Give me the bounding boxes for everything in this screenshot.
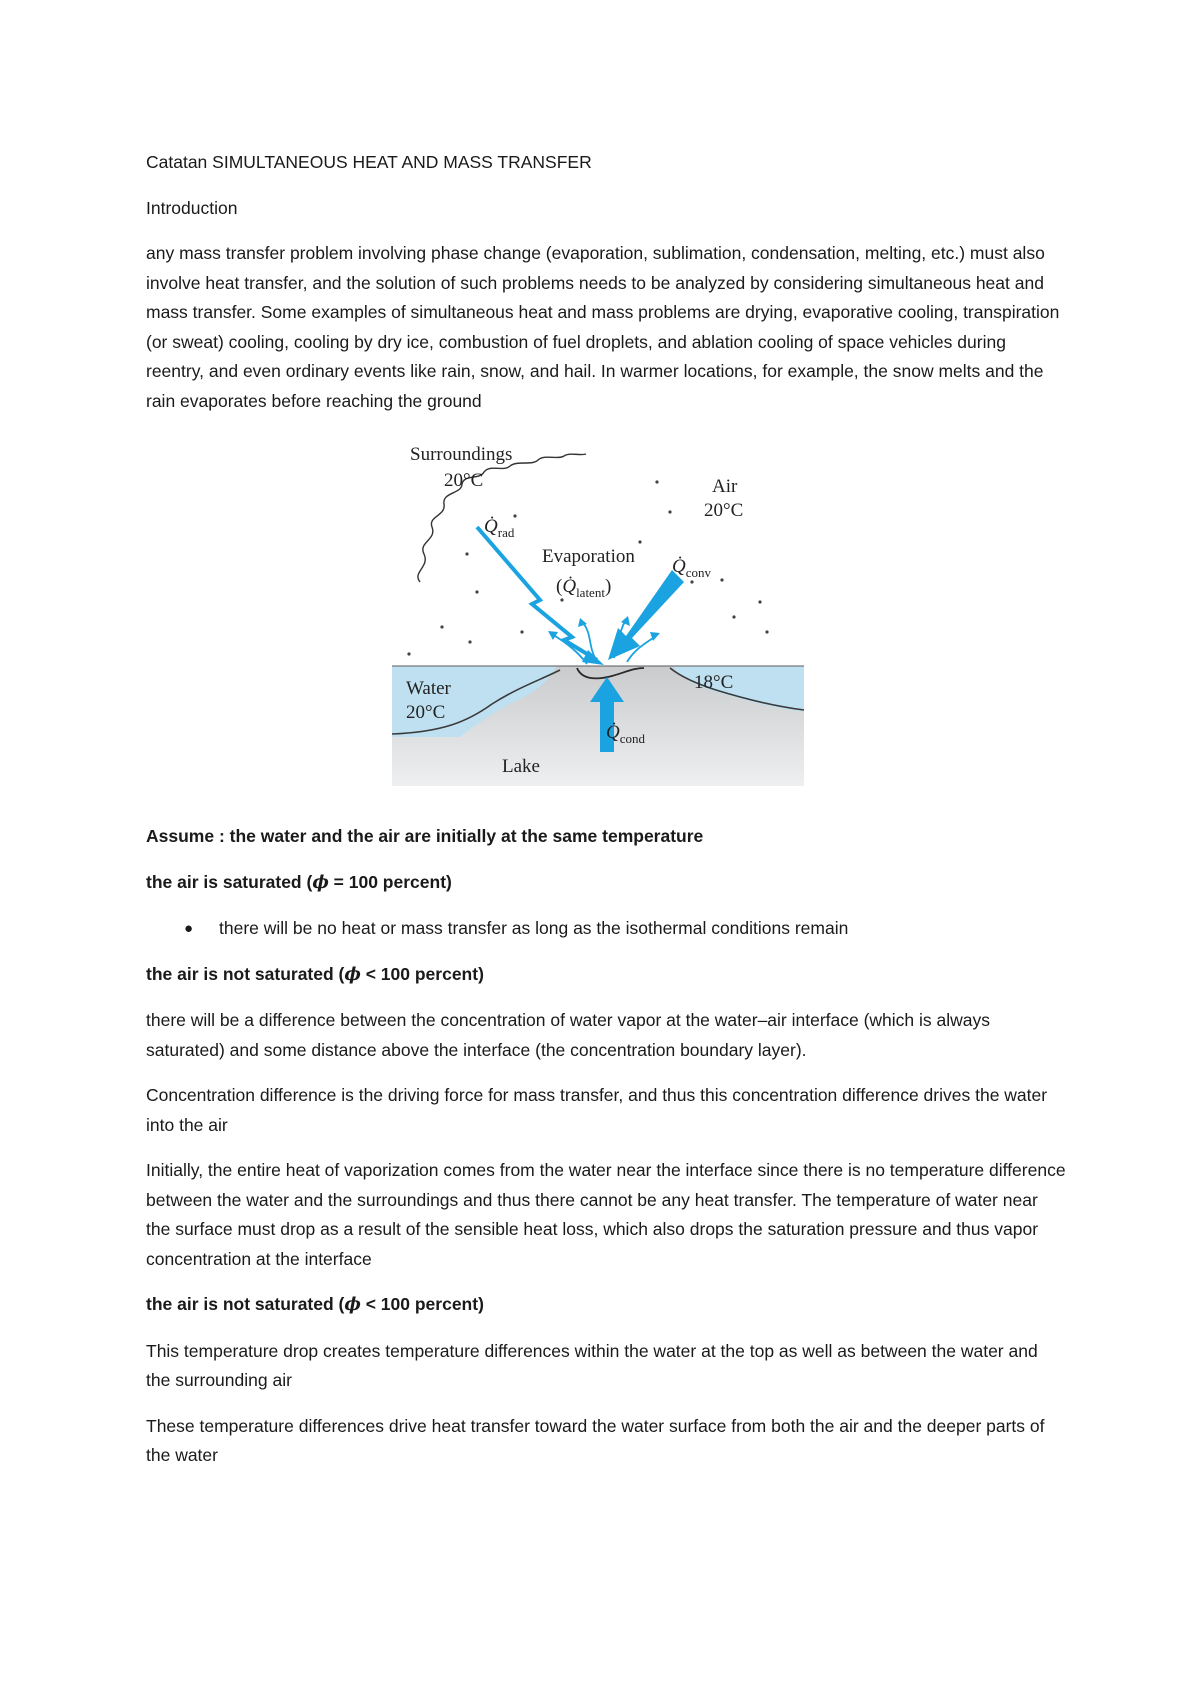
assume-heading: Assume : the water and the air are initially at the same temperature	[146, 826, 704, 846]
paragraph-driving-force: Concentration difference is the driving force for mass transfer, and thus this concentration difference drives the water into the air	[146, 1085, 1048, 1135]
document-body	[146, 148, 1066, 1487]
lake-label: Lake	[502, 756, 540, 777]
document-title: Catatan SIMULTANEOUS HEAT AND MASS TRANSFER	[146, 152, 592, 172]
water-temp: 20°C	[406, 702, 446, 723]
convection-arrow	[608, 570, 684, 660]
saturated-heading: the air is saturated (ϕ = 100 percent)	[146, 871, 452, 893]
bullet-marker: ●	[184, 920, 194, 937]
paragraph-concentration-interface: there will be a difference between the concentration of water vapor at the water–air interface (which is always saturated) and some distance above the interface (the concentration boundary layer).	[146, 1010, 991, 1060]
not-saturated-heading: the air is not saturated (ϕ < 100 percent)	[146, 963, 484, 985]
air-label: Air	[712, 476, 738, 497]
q-latent-label: $(Q̇_{latent})$	[556, 576, 612, 600]
paragraph-temperature-drop: This temperature drop creates temperature differences within the water at the top as well as between the water and the surrounding air	[146, 1340, 1038, 1390]
evaporation-diagram	[382, 432, 822, 792]
paragraph-initially: Initially, the entire heat of vaporization comes from the water near the interface since there is no temperature difference between the water and the surroundings and thus there cannot be any heat transfer. The temperature of water near the surface must drop as a result of the sensible heat loss, which also drops the saturation pressure and thus vapor concentration at the interface	[146, 1160, 1066, 1269]
q-cond-label: $Q̇_{cond}$	[606, 722, 646, 746]
intro-heading: Introduction	[146, 197, 238, 218]
bullet-text: there will be no heat or mass transfer as long as the isothermal conditions remain	[219, 918, 849, 938]
water-label: Water	[406, 678, 451, 699]
air-temp: 20°C	[704, 500, 744, 521]
surface-temp: 18°C	[694, 672, 734, 693]
surroundings-label: Surroundings	[410, 444, 513, 465]
q-rad-label: $Q̇_{rad}$	[484, 516, 515, 540]
evaporation-label: Evaporation	[542, 546, 635, 567]
surroundings-temp: 20°C	[444, 470, 484, 491]
paragraph-temperature-differences: These temperature differences drive heat transfer toward the water surface from both the air and the deeper parts of the water	[146, 1415, 1045, 1465]
q-conv-label: $Q̇_{conv}$	[672, 556, 712, 580]
intro-paragraph: any mass transfer problem involving phase change (evaporation, sublimation, condensation, melting, etc.) must also involve heat transfer, and the solution of such problems needs to be analyzed by considering simultaneous heat and mass transfer. Some examples of simultaneous heat and mass problems are drying, evaporative cooling, transpiration (or sweat) cooling, cooling by dry ice, combustion of fuel droplets, and ablation cooling of space vehicles during reentry, and even ordinary events like rain, snow, and hail. In warmer locations, for example, the snow melts and the rain evaporates before reaching the ground	[146, 243, 1060, 411]
list-item	[146, 914, 1066, 944]
not-saturated-heading-repeat: the air is not saturated (ϕ < 100 percent)	[146, 1294, 484, 1315]
